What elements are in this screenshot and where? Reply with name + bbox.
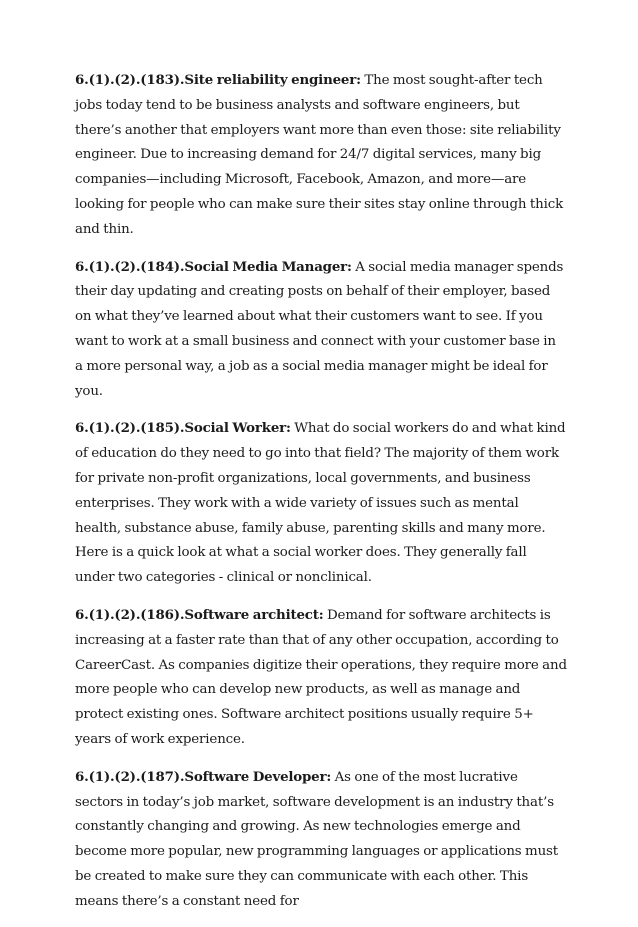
entry-text: A social media manager spends their day updating and creating posts on behalf of their employer, based on what they’ve learned about what their customers want to see. If you want to work at a small business and connect with your customer base in a more personal way, a job as a social media manager might be ideal for you. xyxy=(75,259,564,399)
document-body xyxy=(75,68,567,927)
entry-social-worker xyxy=(75,416,567,591)
entry-heading: 6.(1).(2).(187).Software Developer: xyxy=(75,768,332,785)
entry-heading: 6.(1).(2).(183).Site reliability engineer: xyxy=(75,72,361,88)
entry-text: What do social workers do and what kind of education do they need to go into that field? The majority of them work for private non-profit organizations, local governments, and business enterprises. They work with a wide variety of issues such as mental health, substance abuse, family abuse, parenting skills and many more. Here is a quick look at what a social worker does. They generally fall under two categories - clinical or nonclinical. xyxy=(75,421,566,586)
entry-heading: 6.(1).(2).(186).Software architect: xyxy=(75,606,324,623)
entry-heading: 6.(1).(2).(184).Social Media Manager: xyxy=(75,258,352,275)
entry-text: The most sought-after tech jobs today tend to be business analysts and software engineers, but there’s another that employers want more than even those: site reliability engineer. Due to increasing demand for 24/7 digital services, many big companies—including Microsoft, Facebook, Amazon, and more—are looking for people who can make sure their sites stay online through thick and thin. xyxy=(75,73,564,237)
entry-software-developer xyxy=(75,765,567,915)
entry-software-architect xyxy=(75,603,567,753)
entry-text: Demand for software architects is increasing at a faster rate than that of any other occupation, according to CareerCast. As companies digitize their operations, they require more and more people who can develop new products, as well as manage and protect existing ones. Software architect positions usually require 5+ years of work experience. xyxy=(75,607,567,747)
entry-site-reliability-engineer xyxy=(75,68,567,243)
entry-heading: 6.(1).(2).(185).Social Worker: xyxy=(75,420,291,437)
entry-text: As one of the most lucrative sectors in today’s job market, software development is an industry that’s constantly changing and growing. As new technologies emerge and become more popular, new programming languages or applications must be created to make sure they can communicate with each other. This means there’s a constant need for xyxy=(75,769,558,909)
entry-social-media-manager xyxy=(75,255,567,405)
